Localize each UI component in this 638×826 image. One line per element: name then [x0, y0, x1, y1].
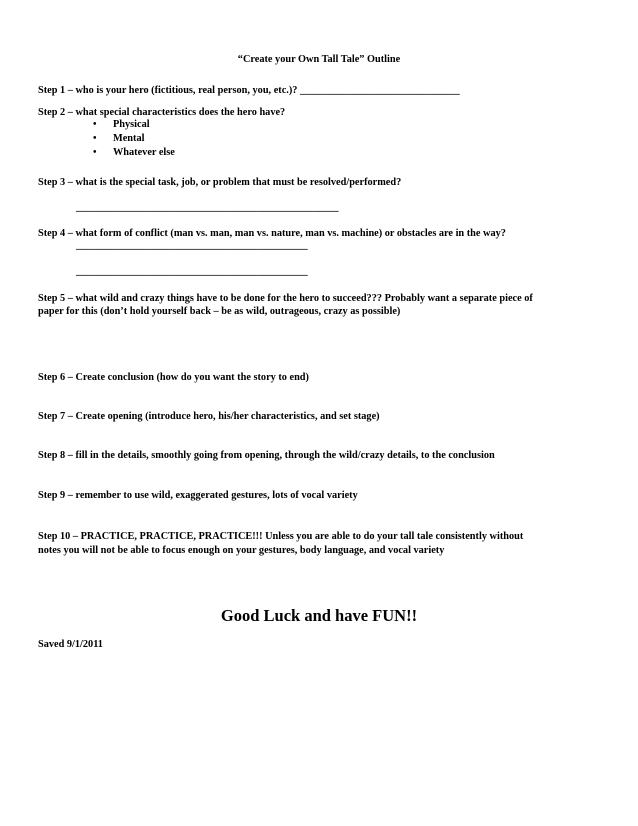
step-2: Step 2 – what special characteristics does the hero have?: [38, 107, 286, 118]
step-2-bullet-whatever-else: [93, 146, 175, 159]
step-5-line-1: Step 5 – what wild and crazy things have to be done for the hero to succeed??? Probably want a separate piece of: [38, 293, 533, 304]
step-4: Step 4 – what form of conflict (man vs. man, man vs. nature, man vs. machine) or obstacles are in the way?: [38, 228, 506, 239]
step-2-bullet-physical: [93, 118, 150, 131]
bullet-icon: •: [93, 133, 97, 144]
document-title: “Create your Own Tall Tale” Outline: [237, 54, 401, 65]
step-8: Step 8 – fill in the details, smoothly going from opening, through the wild/crazy details, to the conclusion: [38, 450, 495, 461]
step-6: Step 6 – Create conclusion (how do you want the story to end): [38, 372, 309, 383]
bullet-label: Whatever else: [113, 147, 175, 158]
step-9: Step 9 – remember to use wild, exaggerated gestures, lots of vocal variety: [38, 490, 358, 501]
step-1: Step 1 – who is your hero (fictitious, real person, you, etc.)? _______________________________: [38, 85, 460, 96]
bullet-icon: •: [93, 147, 97, 158]
bullet-icon: •: [93, 119, 97, 130]
step-3: Step 3 – what is the special task, job, or problem that must be resolved/performed?: [38, 177, 402, 188]
step-5-line-2: paper for this (don’t hold yourself back – be as wild, outrageous, crazy as possible): [38, 306, 401, 317]
step-10-line-1: Step 10 – PRACTICE, PRACTICE, PRACTICE!!! Unless you are able to do your tall tale consistently without: [38, 531, 524, 542]
saved-date: Saved 9/1/2011: [38, 639, 103, 650]
bullet-label: Physical: [113, 119, 150, 130]
step-2-bullet-mental: [93, 132, 145, 145]
step-4-answer-blank-1: _____________________________________________: [76, 240, 308, 251]
step-3-answer-blank: ___________________________________________________: [76, 202, 339, 213]
step-7: Step 7 – Create opening (introduce hero, his/her characteristics, and set stage): [38, 411, 380, 422]
closing-message: Good Luck and have FUN!!: [220, 606, 418, 625]
step-10-line-2: notes you will not be able to focus enough on your gestures, body language, and vocal variety: [38, 545, 445, 556]
bullet-label: Mental: [113, 133, 145, 144]
step-4-answer-blank-2: _____________________________________________: [76, 266, 308, 277]
